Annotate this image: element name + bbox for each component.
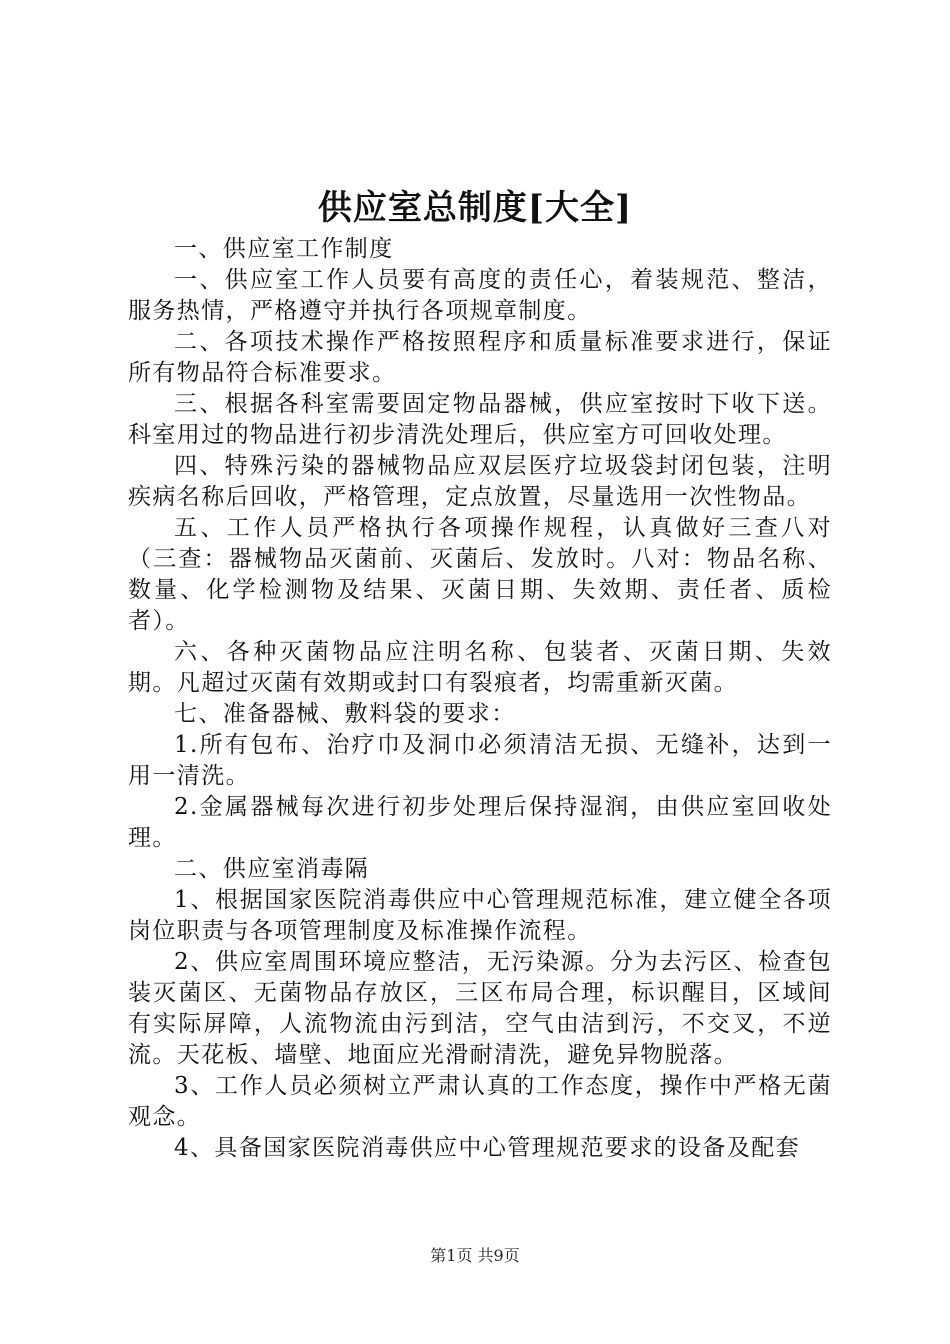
paragraph: 2、供应室周围环境应整洁，无污染源。分为去污区、检查包装灭菌区、无菌物品存放区，三区布局合理，标识醒目，区域间有实际屏障，人流物流由污到洁，空气由洁到污，不交叉，不逆流。天花板、墙壁、地面应光滑耐清洗，避免异物脱落。 bbox=[128, 949, 832, 1068]
section-heading: 二、供应室消毒隔 bbox=[174, 856, 370, 882]
page-footer: 第1页 共9页 bbox=[430, 1246, 520, 1265]
paragraph: 六、各种灭菌物品应注明名称、包装者、灭菌日期、失效期。凡超过灭菌有效期或封口有裂痕者，均需重新灭菌。 bbox=[128, 639, 832, 696]
paragraph: 一、供应室工作人员要有高度的责任心，着装规范、整洁，服务热情，严格遵守并执行各项规章制度。 bbox=[128, 267, 832, 324]
paragraph: 二、各项技术操作严格按照程序和质量标准要求进行，保证所有物品符合标准要求。 bbox=[128, 329, 832, 386]
paragraph: 三、根据各科室需要固定物品器械，供应室按时下收下送。科室用过的物品进行初步清洗处理后，供应室方可回收处理。 bbox=[128, 391, 832, 448]
paragraph: 3、工作人员必须树立严肃认真的工作态度，操作中严格无菌观念。 bbox=[128, 1073, 832, 1130]
list-item: 1.所有包布、治疗巾及洞巾必须清洁无损、无缝补，达到一用一清洗。 bbox=[128, 732, 832, 789]
document-title: 供应室总制度[大全] bbox=[317, 188, 633, 228]
paragraph: 四、特殊污染的器械物品应双层医疗垃圾袋封闭包装，注明疾病名称后回收，严格管理，定点放置，尽量选用一次性物品。 bbox=[128, 453, 832, 510]
paragraph: 4、具备国家医院消毒供应中心管理规范要求的设备及配套 bbox=[174, 1135, 801, 1161]
list-item: 2.金属器械每次进行初步处理后保持湿润，由供应室回收处理。 bbox=[128, 794, 832, 851]
section-heading: 一、供应室工作制度 bbox=[174, 236, 394, 262]
paragraph: 五、工作人员严格执行各项操作规程，认真做好三查八对（三查：器械物品灭菌前、灭菌后、发放时。八对：物品名称、数量、化学检测物及结果、灭菌日期、失效期、责任者、质检者）。 bbox=[128, 515, 832, 634]
paragraph: 1、根据国家医院消毒供应中心管理规范标准，建立健全各项岗位职责与各项管理制度及标准操作流程。 bbox=[128, 887, 832, 944]
paragraph: 七、准备器械、敷料袋的要求： bbox=[174, 701, 516, 727]
document-body bbox=[128, 234, 832, 1164]
